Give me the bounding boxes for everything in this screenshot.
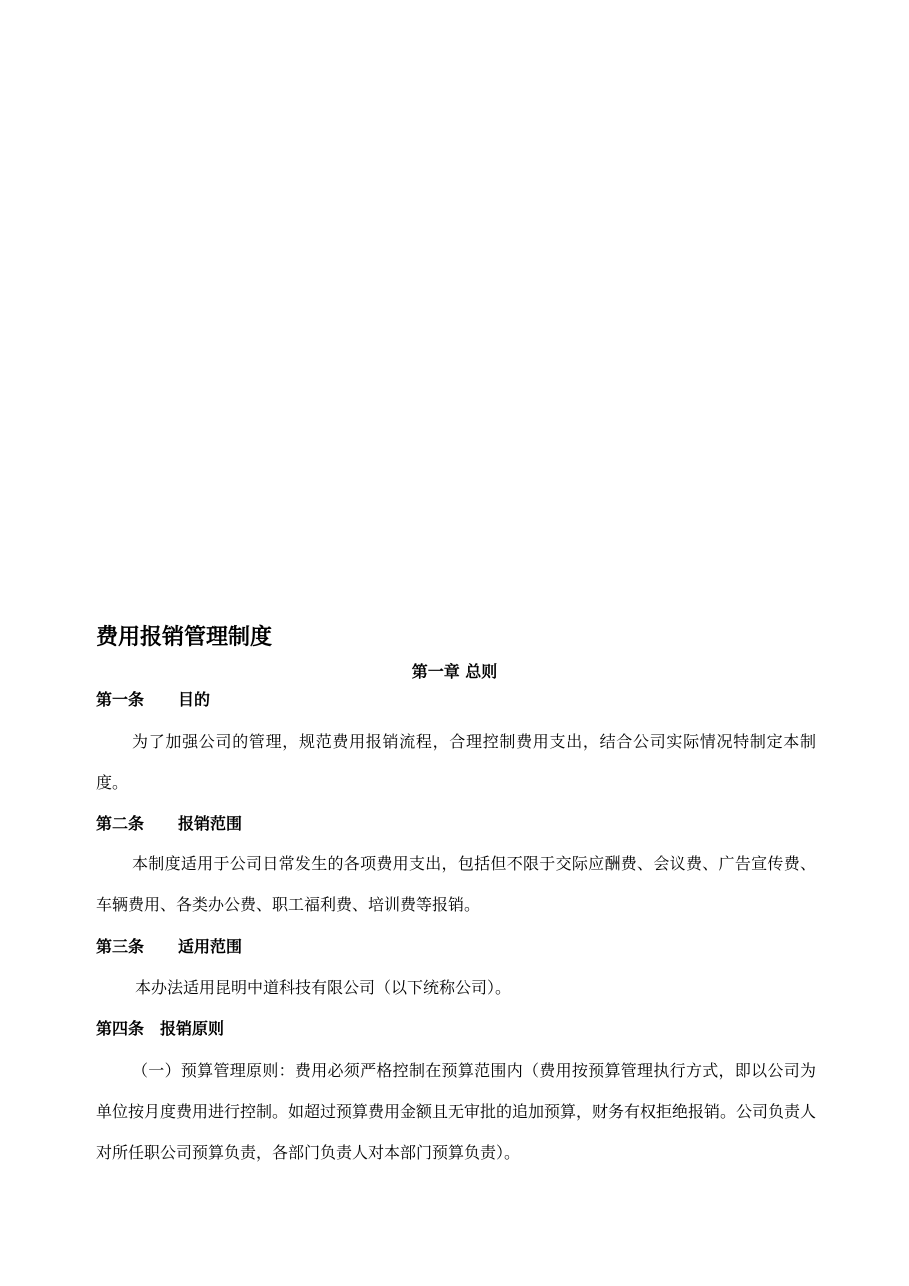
article-paragraph-4: （一）预算管理原则：费用必须严格控制在预算范围内（费用按预算管理执行方式，即以公司为单位按月度费用进行控制。如超过预算费用金额且无审批的追加预算，财务有权拒绝报销。公司负责人对所任职公司预算负责，各部门负责人对本部门预算负责）。 bbox=[96, 1061, 817, 1162]
article-paragraph-3: 本办法适用昆明中道科技有限公司（以下统称公司）。 bbox=[135, 978, 512, 997]
document-title: 费用报销管理制度 bbox=[96, 625, 273, 650]
chapter-heading: 第一章 总则 bbox=[411, 662, 498, 681]
article-number: 第一条 bbox=[96, 690, 145, 709]
article-heading-1 bbox=[96, 688, 210, 712]
article-heading-text: 目的 bbox=[178, 690, 211, 709]
article-paragraph-1: 为了加强公司的管理，规范费用报销流程，合理控制费用支出，结合公司实际情况特制定本制度。 bbox=[96, 732, 816, 792]
article-heading-4 bbox=[96, 1017, 224, 1041]
article-heading-text: 报销范围 bbox=[178, 814, 243, 833]
article-number: 第三条 bbox=[96, 937, 145, 956]
article-heading-2 bbox=[96, 812, 242, 836]
article-heading-3 bbox=[96, 935, 242, 959]
article-heading-text: 报销原则 bbox=[160, 1019, 225, 1038]
article-heading-text: 适用范围 bbox=[178, 937, 243, 956]
article-number: 第四条 bbox=[96, 1019, 145, 1038]
article-paragraph-2: 本制度适用于公司日常发生的各项费用支出，包括但不限于交际应酬费、会议费、广告宣传费、车辆费用、各类办公费、职工福利费、培训费等报销。 bbox=[96, 854, 816, 914]
article-number: 第二条 bbox=[96, 814, 145, 833]
